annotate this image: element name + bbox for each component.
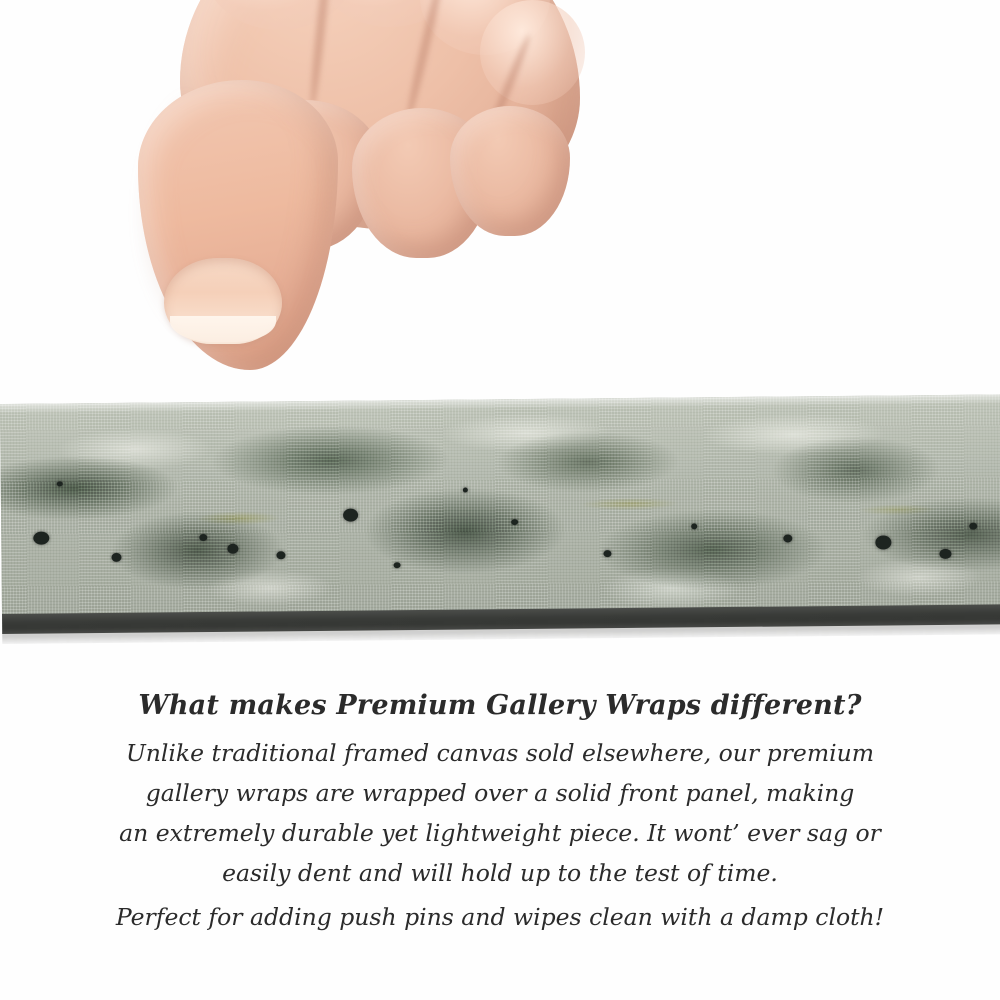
caption-block xyxy=(0,690,1000,937)
caption-line-1: Unlike traditional framed canvas sold elsewhere, our premium xyxy=(125,739,875,767)
canvas-speckles xyxy=(0,394,1000,616)
caption-line-3: an extremely durable yet lightweight piece. It wont’ ever sag or xyxy=(119,819,881,847)
hand-photo-region xyxy=(0,0,1000,410)
caption-line-5: Perfect for adding push pins and wipes clean with a damp cloth! xyxy=(115,903,885,931)
hand-illustration xyxy=(120,0,590,410)
knuckle-4 xyxy=(480,0,585,105)
caption-line-2: gallery wraps are wrapped over a solid front panel, making xyxy=(145,779,855,807)
caption-title: What makes Premium Gallery Wraps different? xyxy=(138,690,862,721)
caption-line-4: easily dent and will hold up to the test of time. xyxy=(222,859,778,887)
finger-pad-3 xyxy=(450,106,570,236)
canvas-edge-strip xyxy=(0,394,1000,644)
